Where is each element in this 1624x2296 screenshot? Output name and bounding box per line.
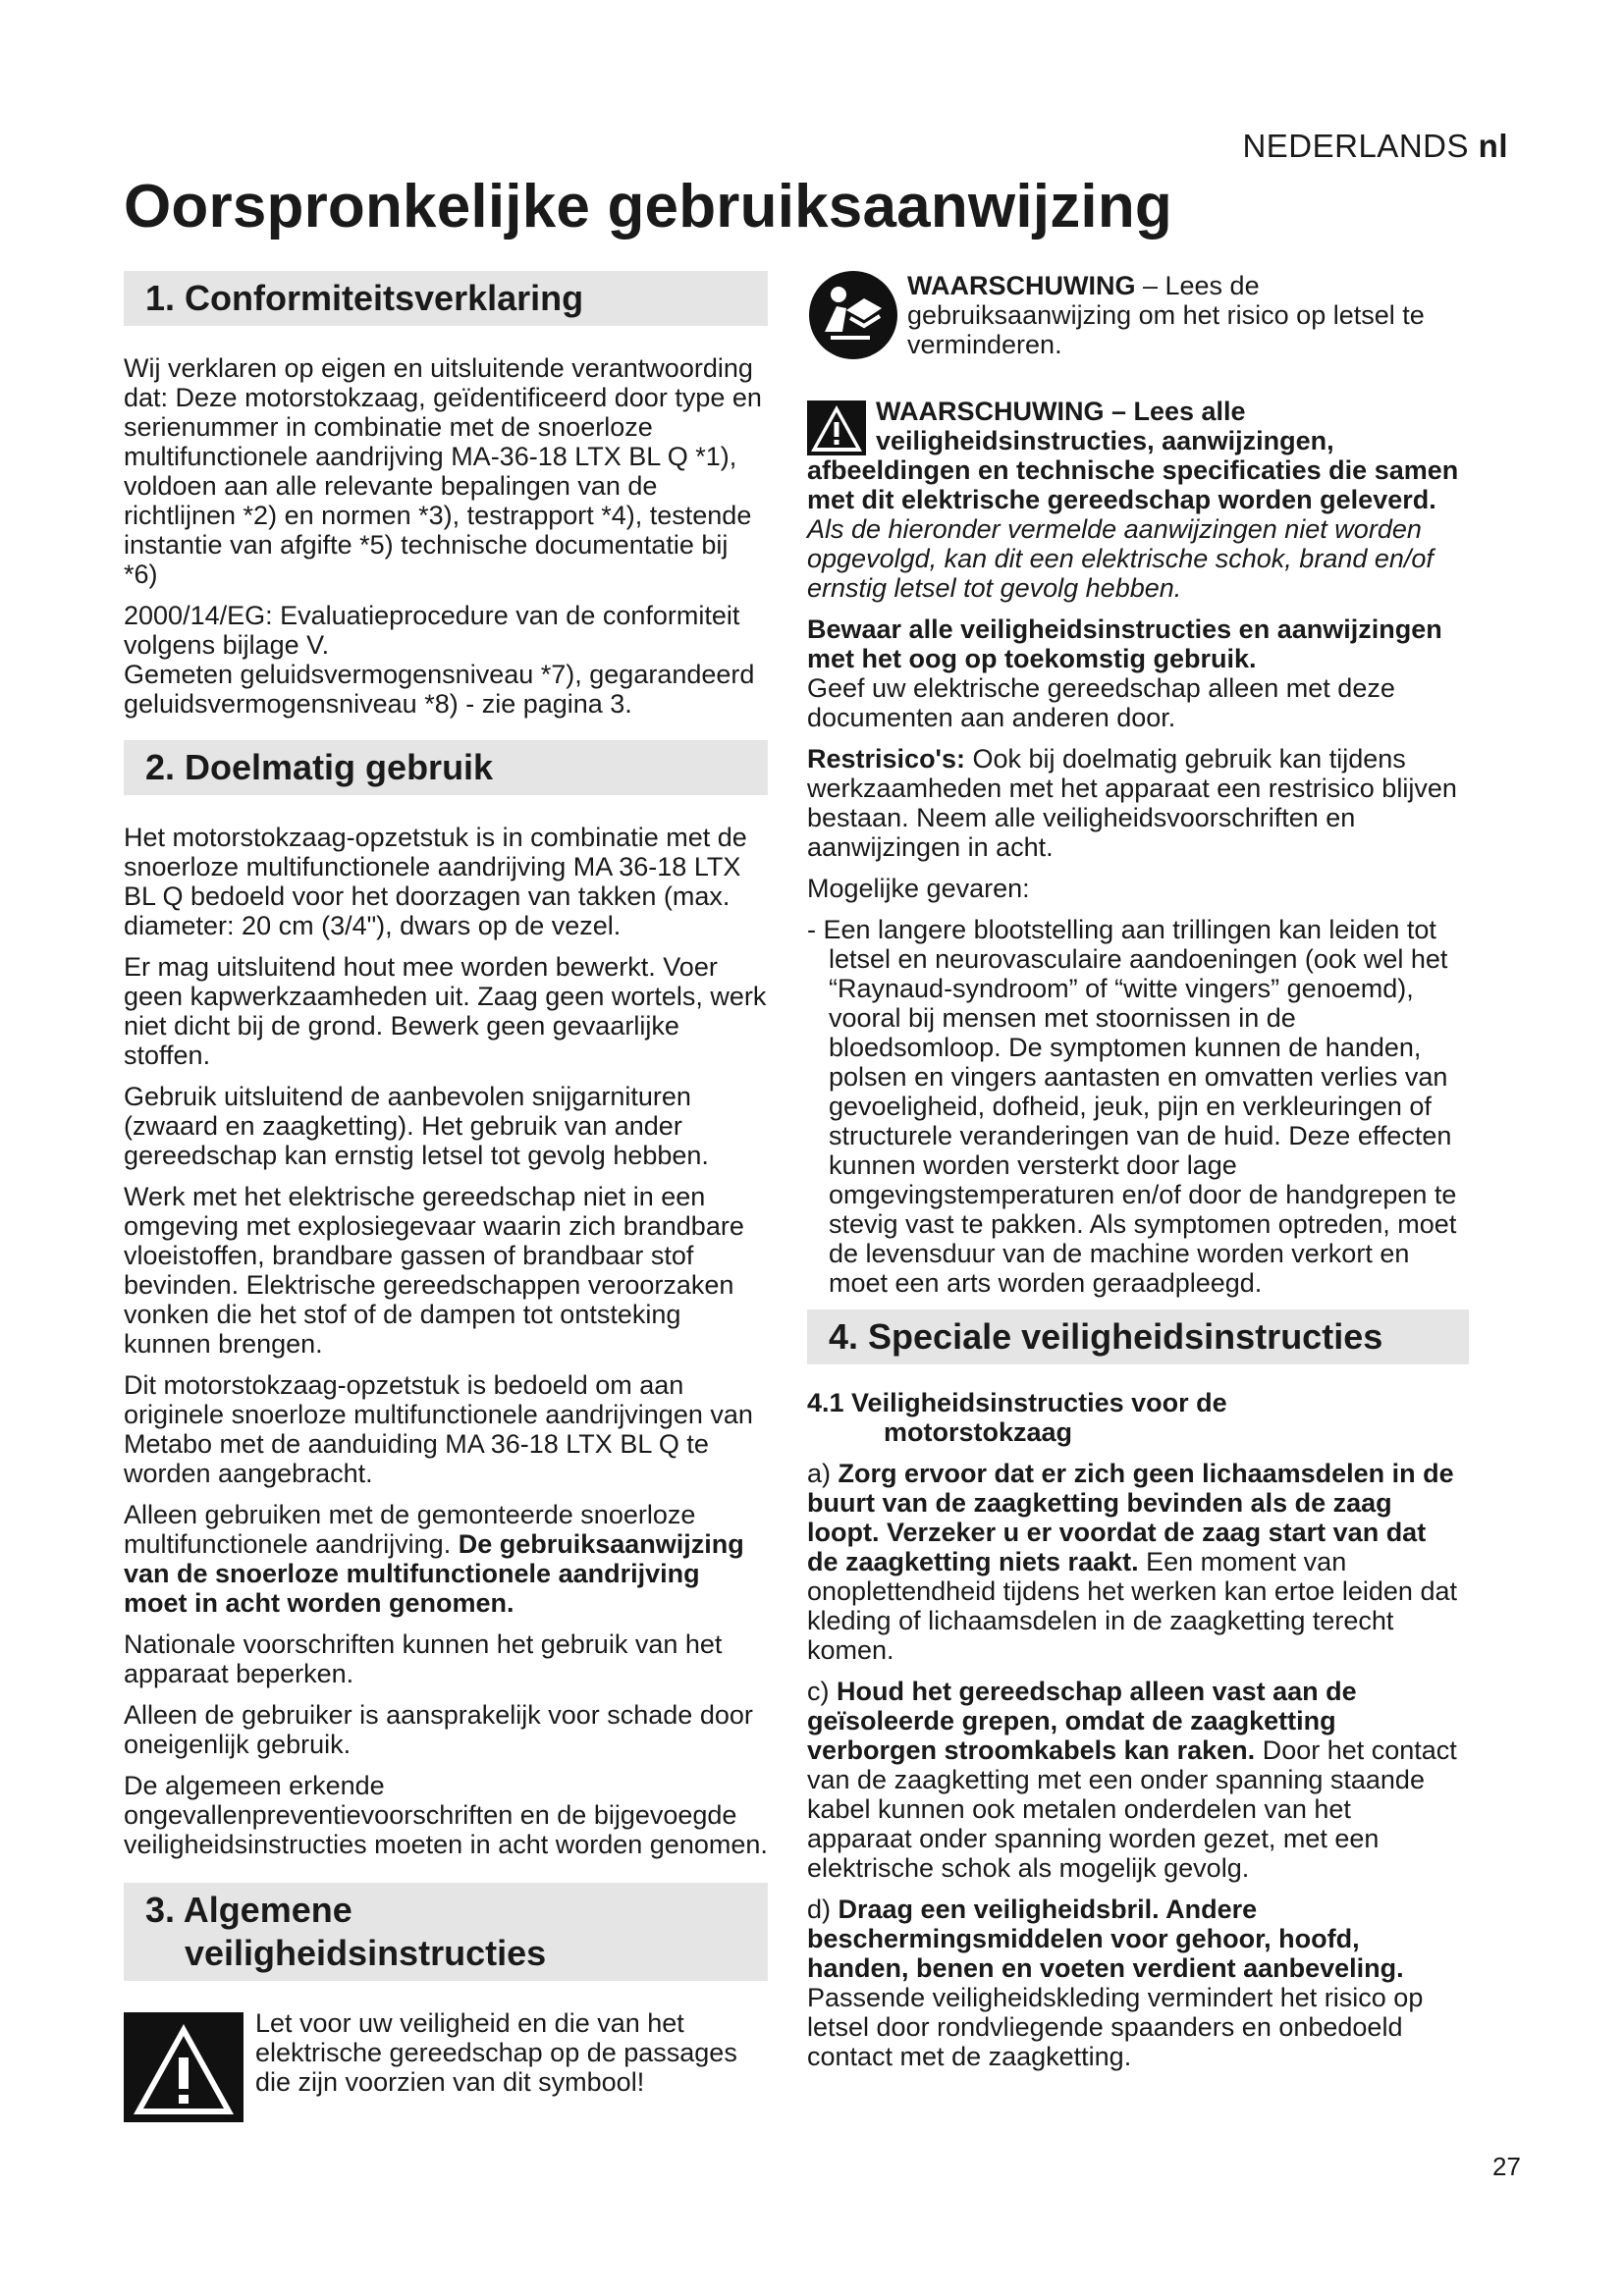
section-2-paragraph-8: Alleen de gebruiker is aansprakelijk voor schade door oneigenlijk gebruik. [124, 1700, 753, 1759]
possible-dangers-label: Mogelijke gevaren: [807, 874, 1030, 903]
section-2-paragraph-2: Er mag uitsluitend hout mee worden bewerkt. Voer geen kapwerkzaamheden uit. Zaag geen wortels, werk niet dicht bij de grond. Bewerk geen gevaarlijke stoffen. [124, 952, 767, 1070]
section-4-1-heading [807, 1388, 1459, 1447]
section-4-heading: 4. Speciale veiligheidsinstructies [807, 1309, 1469, 1364]
language-name: NEDERLANDS [1242, 128, 1469, 164]
warning-triangle-small-icon [807, 400, 866, 455]
warning-all-italic: Als de hieronder vermelde aanwijzingen niet worden opgevolgd, kan dit een elektrische schok, brand en/of ernstig letsel tot gevolg hebben. [807, 514, 1434, 603]
keep-instructions-text: Geef uw elektrische gereedschap alleen met deze documenten aan anderen door. [807, 673, 1395, 732]
keep-bold: Bewaar alle veiligheidsinstructies en aanwijzingen met het oog op toekomstig gebruik. [807, 614, 1442, 673]
read-manual-text [907, 271, 1459, 359]
section-2-paragraph-4: Werk met het elektrische gereedschap niet in een omgeving met explosiegevaar waarin zich brandbare vloeistoffen, brandbare gassen of brandbaar stof bevinden. Elektrische gereedschappen veroorzaken vonken die het stof of de dampen tot ontsteking kunnen brengen. [124, 1182, 744, 1359]
warning-symbol-row [124, 2008, 768, 2122]
residual-risk-label: Restrisico's: [807, 744, 965, 774]
section-2-heading: 2. Doelmatig gebruik [124, 740, 768, 795]
language-label [1242, 128, 1508, 165]
section-3-heading [124, 1883, 768, 1981]
section-3-heading-line-2: veiligheidsinstructies [185, 1933, 547, 1973]
instruction-a-label: a) [807, 1459, 839, 1488]
instruction-d-text: Passende veiligheidskleding vermindert het risico op letsel door rondvliegende spaanders en onbedoeld contact met de zaagketting. [807, 1983, 1424, 2071]
warning-all-instructions [807, 397, 1459, 603]
section-2-paragraph-7: Nationale voorschriften kunnen het gebruik van het apparaat beperken. [124, 1629, 723, 1688]
section-2-paragraph-6 [124, 1500, 768, 1618]
section-4-1-heading-line-2: motorstokzaag [884, 1417, 1073, 1447]
warning-triangle-icon [124, 2012, 244, 2122]
warning-all-bold: WAARSCHUWING – Lees alle veiligheidsinstructies, aanwijzingen, afbeeldingen en technische specificaties die samen met dit elektrische gereedschap worden geleverd. [807, 397, 1459, 514]
section-1-paragraph-3: Gemeten geluidsvermogensniveau *7), gegarandeerd geluidsvermogensniveau *8) - zie pagina 3. [124, 660, 755, 719]
instruction-c-label: c) [807, 1677, 837, 1706]
instruction-a-text: Een moment van onoplettendheid tijdens het werken kan ertoe leiden dat kleding of lichaamsdelen in de zaagketting terecht komen. [807, 1547, 1457, 1665]
section-1-paragraph-2: 2000/14/EG: Evaluatieprocedure van de conformiteit volgens bijlage V. [124, 601, 740, 660]
page-number: 27 [1492, 2152, 1521, 2181]
danger-list-item: - Een langere blootstelling aan trillingen kan leiden tot letsel en neurovasculaire aandoeningen (ook wel het “Raynaud-syndroom” of “witte vingers” genoemd), vooral bij mensen met stoornissen in de bloedsomloop. De symptomen kunnen de handen, polsen en vingers aantasten en omvatten verlies van gevoeligheid, dofheid, jeuk, pijn en verkleuringen of structurele veranderingen van de huid. Deze effecten kunnen worden versterkt door lage omgevingstemperaturen en/of door de handgrepen te stevig vast te pakken. Als symptomen optreden, moet de levensduur van de machine worden verkort en moet een arts worden geraadpleegd. [807, 915, 1457, 1298]
section-2-paragraph-1: Het motorstokzaag-opzetstuk is in combinatie met de snoerloze multifunctionele aandrijving MA 36-18 LTX BL Q bedoeld voor het doorzagen van takken (max. diameter: 20 cm (3/4"), dwars op de vezel. [124, 823, 747, 940]
read-manual-bold: WAARSCHUWING [907, 271, 1136, 300]
warning-symbol-text: Let voor uw veiligheid en die van het elektrische gereedschap op de passages die zijn voorzien van dit symbool! [255, 2008, 737, 2097]
section-2-paragraph-3: Gebruik uitsluitend de aanbevolen snijgarnituren (zwaard en zaagketting). Het gebruik van ander gereedschap kan ernstig letsel tot gevolg hebben. [124, 1082, 709, 1170]
left-column [124, 271, 768, 2132]
instruction-d-bold: Draag een veiligheidsbril. Andere beschermingsmiddelen voor gehoor, hoofd, handen, benen en voeten verdient aanbeveling. [807, 1895, 1404, 1983]
instruction-c [807, 1677, 1459, 1883]
residual-risk-text: Ook bij doelmatig gebruik kan tijdens werkzaamheden met het apparaat een restrisico blijven bestaan. Neem alle veiligheidsvoorschriften en aanwijzingen in acht. [807, 744, 1457, 862]
section-1-paragraph-1: Wij verklaren op eigen en uitsluitende verantwoording dat: Deze motorstokzaag, geïdentificeerd door type en serienummer in combinatie met de snoerloze multifunctionele aandrijving MA-36-18 LTX BL Q *1), voldoen aan alle relevante bepalingen van de richtlijnen *2) en normen *3), testrapport *4), testende instantie van afgifte *5) technische documentatie bij *6) [124, 353, 762, 589]
instruction-c-text: Door het contact van de zaagketting met een onder spanning staande kabel kunnen ook metalen onderdelen van het apparaat onder spanning worden gezet, met een elektrische schok als mogelijk gevolg. [807, 1735, 1457, 1883]
instruction-a [807, 1459, 1459, 1665]
instruction-d [807, 1895, 1459, 2071]
keep-instructions-bold [807, 614, 1459, 673]
read-manual-warning [807, 271, 1459, 361]
section-2-paragraph-5: Dit motorstokzaag-opzetstuk is bedoeld om aan originele snoerloze multifunctionele aandrijvingen van Metabo met de aanduiding MA 36-18 LTX BL Q te worden aangebracht. [124, 1370, 753, 1488]
instruction-d-label: d) [807, 1895, 839, 1924]
read-manual-normal: – Lees de gebruiksaanwijzing om het risico op letsel te verminderen. [907, 271, 1425, 359]
section-1-heading: 1. Conformiteitsverklaring [124, 271, 768, 326]
language-code: nl [1478, 128, 1508, 164]
read-manual-icon [807, 269, 899, 361]
section-2-p6-bold: De gebruiksaanwijzing van de snoerloze multifunctionele aandrijving moet in acht worden genomen. [124, 1529, 744, 1618]
right-column [807, 271, 1459, 2083]
section-2-p6-normal: Alleen gebruiken met de gemonteerde snoerloze multifunctionele aandrijving. [124, 1500, 696, 1559]
page-title: Oorspronkelijke gebruiksaanwijzing [124, 173, 1172, 240]
instruction-a-bold: Zorg ervoor dat er zich geen lichaamsdelen in de buurt van de zaagketting bevinden als de zaag loopt. Verzeker u er voordat de zaag start van dat de zaagketting niets raakt. [807, 1459, 1454, 1576]
residual-risk [807, 744, 1459, 862]
section-2-paragraph-9: De algemeen erkende ongevallenpreventievoorschriften en de bijgevoegde veiligheidsinstructies moeten in acht worden genomen. [124, 1771, 768, 1859]
instruction-c-bold: Houd het gereedschap alleen vast aan de geïsoleerde grepen, omdat de zaagketting verborgen stroomkabels kan raken. [807, 1677, 1357, 1765]
section-3-heading-line-1: 3. Algemene [145, 1890, 352, 1930]
section-4-1-heading-line-1: 4.1 Veiligheidsinstructies voor de [807, 1388, 1227, 1417]
